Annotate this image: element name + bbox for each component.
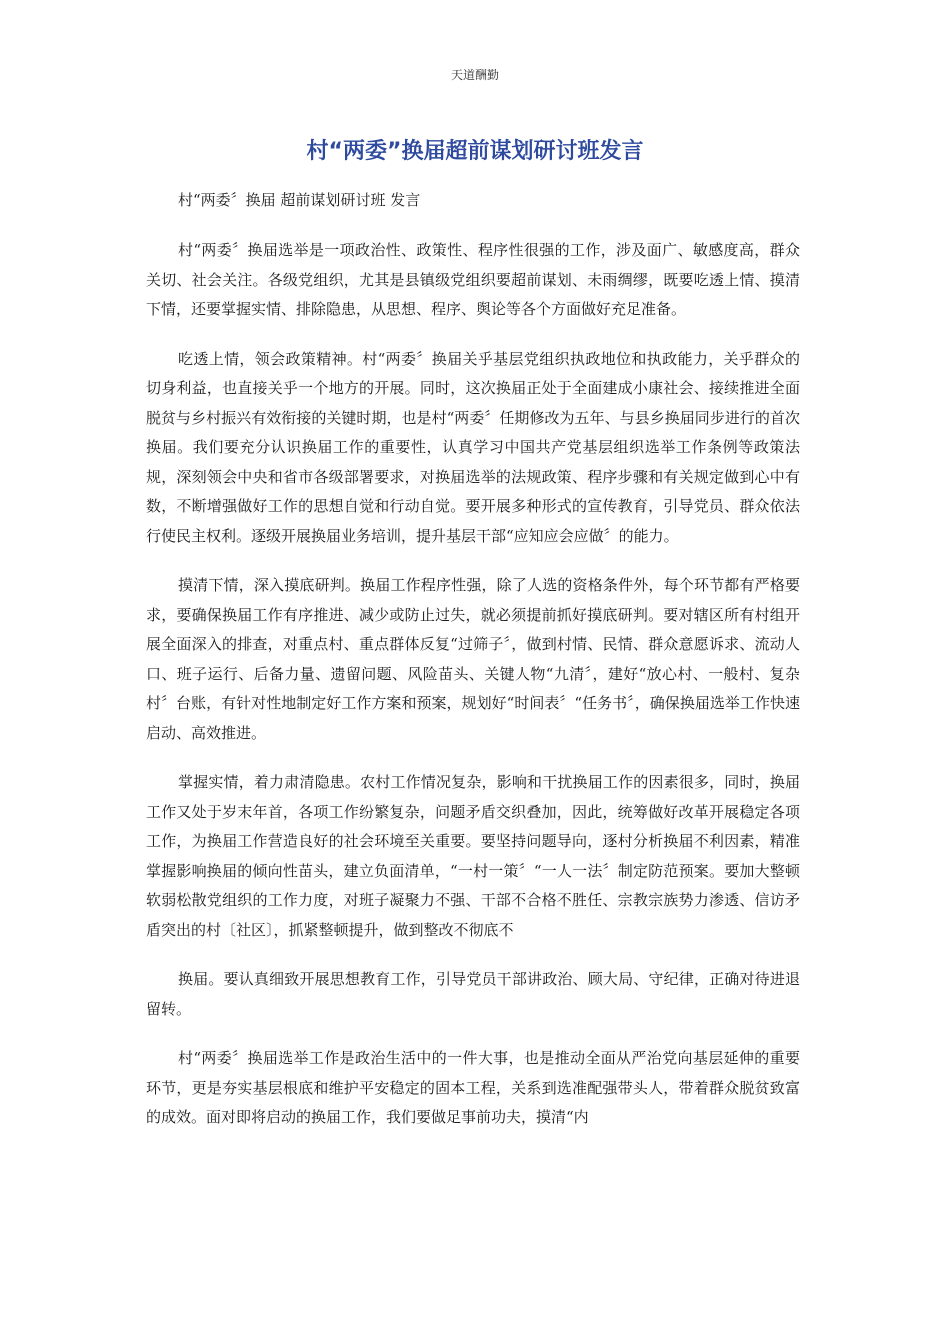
paragraph-risks: 掌握实情，着力肃清隐患。农村工作情况复杂，影响和干扰换届工作的因素很多，同时，换届工作又处于岁末年首，各项工作纷繁复杂，问题矛盾交织叠加，因此，统筹做好改革开展稳定各项工作，为换届工作营造良好的社会环境至关重要。要坚持问题导向，逐村分析换届不利因素，精准掌握影响换届的倾向性苗头，建立负面清单，“一村一策〞“一人一法〞制定防范预案。要加大整顿软弱松散党组织的工作力度，对班子凝聚力不强、干部不合格不胜任、宗教宗族势力渗透、信访矛盾突出的村〔社区〕，抓紧整顿提升，做到整改不彻底不 (146, 773, 800, 939)
document-body (146, 184, 800, 1153)
document-subtitle: 村“两委〞换届 超前谋划研讨班 发言 (178, 191, 421, 209)
paragraph-policy: 吃透上情，领会政策精神。村“两委〞换届关乎基层党组织执政地位和执政能力，关乎群众的切身利益，也直接关乎一个地方的开展。同时，这次换届正处于全面建成小康社会、接续推进全面脱贫与乡村振兴有效衔接的关键时期，也是村“两委〞任期修改为五年、与县乡换届同步进行的首次换届。我们要充分认识换届工作的重要性，认真学习中国共产党基层组织选举工作条例等政策法规，深刻领会中央和省市各级部署要求，对换届选举的法规政策、程序步骤和有关规定做到心中有数，不断增强做好工作的思想自觉和行动自觉。要开展多种形式的宣传教育，引导党员、群众依法行使民主权利。逐级开展换届业务培训，提升基层干部“应知应会应做〞的能力。 (146, 349, 800, 545)
paragraph-education: 换届。要认真细致开展思想教育工作，引导党员干部讲政治、顾大局、守纪律，正确对待进退留转。 (146, 970, 800, 1018)
paragraph-investigation: 摸清下情，深入摸底研判。换届工作程序性强，除了人选的资格条件外，每个环节都有严格要求，要确保换届工作有序推进、减少或防止过失，就必须提前抓好摸底研判。要对辖区所有村组开展全面深入的排查，对重点村、重点群体反复“过筛子〞，做到村情、民情、群众意愿诉求、流动人口、班子运行、后备力量、遗留问题、风险苗头、关键人物“九清〞，建好“放心村、一般村、复杂村〞台账，有针对性地制定好工作方案和预案，规划好“时间表〞“任务书〞，确保换届选举工作快速启动、高效推进。 (146, 576, 800, 742)
paragraph-intro: 村“两委〞换届选举是一项政治性、政策性、程序性很强的工作，涉及面广、敏感度高，群众关切、社会关注。各级党组织，尤其是县镇级党组织要超前谋划、未雨绸缪，既要吃透上情、摸清下情，还要掌握实情、排除隐患，从思想、程序、舆论等各个方面做好充足准备。 (146, 241, 800, 318)
paragraph-conclusion: 村“两委〞换届选举工作是政治生活中的一件大事，也是推动全面从严治党向基层延伸的重要环节，更是夯实基层根底和维护平安稳定的固本工程，关系到选准配强带头人，带着群众脱贫致富的成效。面对即将启动的换届工作，我们要做足事前功夫，摸清“内 (146, 1049, 800, 1126)
page-header: 天道酬勤 (450, 68, 499, 82)
document-title: 村“两委”换届超前谋划研讨班发言 (306, 139, 644, 164)
